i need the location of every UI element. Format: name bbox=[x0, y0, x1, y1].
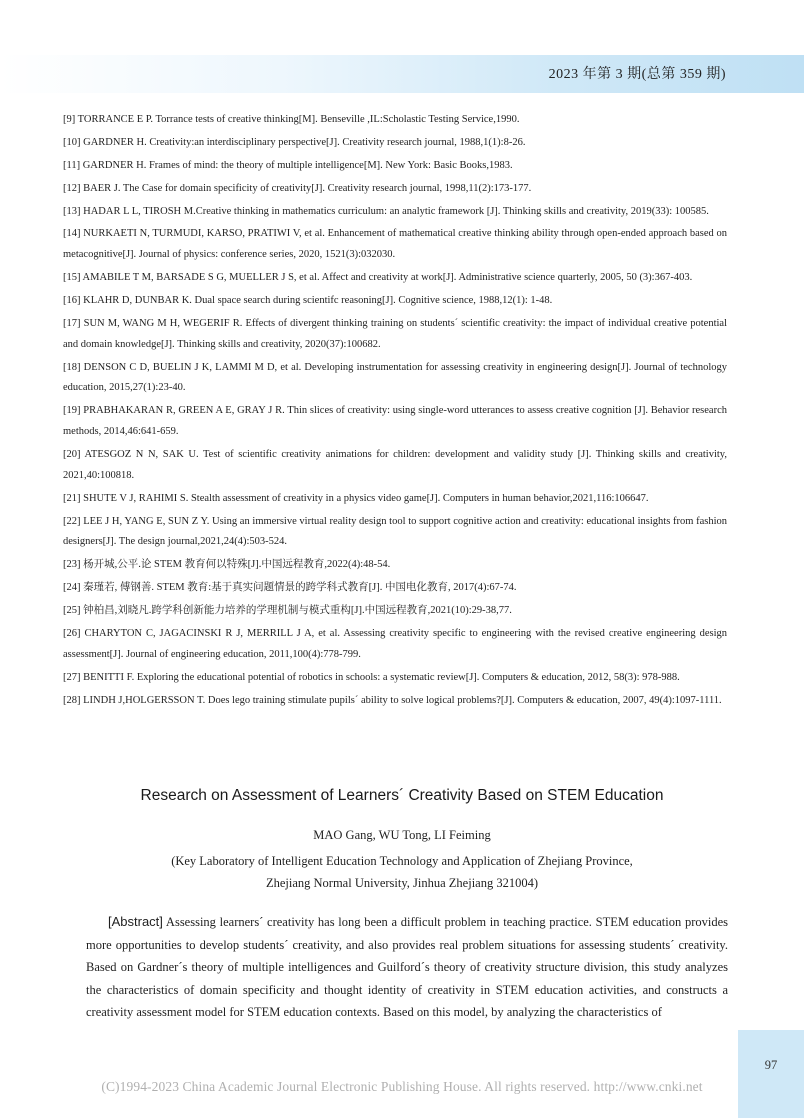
reference-22: [22] LEE J H, YANG E, SUN Z Y. Using an immersive virtual reality design tool to support cognitive action and creativity: educational insights from fashion designers[J]. The design journal,2021,24(4):503-524. bbox=[63, 515, 727, 548]
reference-23: [23] 杨开城,公平.论 STEM 教育何以特殊[J].中国远程教育,2022(4):48-54. bbox=[63, 559, 391, 571]
reference-20: [20] ATESGOZ N N, SAK U. Test of scientific creativity animations for children: development and validity study [J]. Thinking skills and creativity, 2021,40:100818. bbox=[63, 448, 727, 481]
reference-list bbox=[63, 110, 727, 713]
reference-14: [14] NURKAETI N, TURMUDI, KARSO, PRATIWI V, et al. Enhancement of mathematical creative thinking ability through open-ended approach based on metacognitive[J]. Journal of physics: conference series, 2020, 1521(3):032030. bbox=[63, 228, 727, 261]
page-number-band bbox=[738, 1030, 804, 1118]
reference-11: [11] GARDNER H. Frames of mind: the theory of multiple intelligence[M]. New York: Basic Books,1983. bbox=[63, 159, 513, 171]
reference-10: [10] GARDNER H. Creativity:an interdisciplinary perspective[J]. Creativity research journal, 1988,1(1):8-26. bbox=[63, 136, 526, 148]
reference-28: [28] LINDH J,HOLGERSSON T. Does lego training stimulate pupils´ ability to solve logical problems?[J]. Computers & education, 2007, 49(4):1097-1111. bbox=[63, 694, 722, 706]
reference-24: [24] 秦瑾若, 傅钢善. STEM 教育:基于真实问题情景的跨学科式教育[J]. 中国电化教育, 2017(4):67-74. bbox=[63, 582, 517, 594]
reference-19: [19] PRABHAKARAN R, GREEN A E, GRAY J R. Thin slices of creativity: using single-word utterances to assess creative cognition [J]. Behavior research methods, 2014,46:641-659. bbox=[63, 405, 727, 438]
abstract-label: [Abstract] bbox=[108, 914, 163, 929]
reference-21: [21] SHUTE V J, RAHIMI S. Stealth assessment of creativity in a physics video game[J]. Computers in human behavior,2021,116:106647. bbox=[63, 492, 649, 504]
english-title: Research on Assessment of Learners´ Creativity Based on STEM Education bbox=[140, 787, 664, 804]
reference-26: [26] CHARYTON C, JAGACINSKI R J, MERRILL J A, et al. Assessing creativity specific to engineering with the revised creative engineering design assessment[J]. Journal of engineering education, 2011,100(4):778-799. bbox=[63, 627, 727, 660]
english-affiliation bbox=[0, 850, 804, 894]
english-abstract bbox=[86, 911, 728, 1024]
abstract-text: Assessing learners´ creativity has long been a difficult problem in teaching practice. STEM education provides more opportunities to develop students´ creativity, and also provides real problem situations for assessing students´ creativity. Based on Gardner´s theory of multiple intelligences and Guilford´s theory of creativity structure division, this study analyzes the characteristics of domain specificity and thought identity of creativity in STEM education activities, and constructs a creativity assessment model for STEM education contexts. Based on this model, by analyzing the characteristics of bbox=[86, 915, 728, 1020]
english-authors: MAO Gang, WU Tong, LI Feiming bbox=[313, 828, 491, 842]
reference-9: [9] TORRANCE E P. Torrance tests of creative thinking[M]. Benseville ,IL:Scholastic Testing Service,1990. bbox=[63, 114, 520, 125]
reference-18: [18] DENSON C D, BUELIN J K, LAMMI M D, et al. Developing instrumentation for assessing creativity in engineering design[J]. Journal of technology education, 2015,27(1):23-40. bbox=[63, 361, 727, 394]
reference-16: [16] KLAHR D, DUNBAR K. Dual space search during scientifc reasoning[J]. Cognitive science, 1988,12(1): 1-48. bbox=[63, 295, 553, 307]
page-number: 97 bbox=[764, 1058, 778, 1072]
reference-17: [17] SUN M, WANG M H, WEGERIF R. Effects of divergent thinking training on students´ scientific creativity: the impact of individual creative potential and domain knowledge[J]. Thinking skills and creativity, 2020(37):100682. bbox=[63, 317, 727, 350]
reference-27: [27] BENITTI F. Exploring the educational potential of robotics in schools: a systematic review[J]. Computers & education, 2012, 58(3): 978-988. bbox=[63, 671, 680, 683]
affiliation-line-2: Zhejiang Normal University, Jinhua Zhejiang 321004) bbox=[265, 876, 539, 890]
copyright-footer: (C)1994-2023 China Academic Journal Electronic Publishing House. All rights reserved. http://www.cnki.net bbox=[101, 1079, 703, 1094]
journal-issue-header: 2023 年第 3 期(总第 359 期) bbox=[548, 67, 726, 82]
reference-15: [15] AMABILE T M, BARSADE S G, MUELLER J S, et al. Affect and creativity at work[J]. Administrative science quarterly, 2005, 50 (3):367-403. bbox=[63, 272, 693, 284]
affiliation-line-1: (Key Laboratory of Intelligent Education Technology and Application of Zhejiang Province, bbox=[171, 854, 633, 868]
reference-12: [12] BAER J. The Case for domain specificity of creativity[J]. Creativity research journal, 1998,11(2):173-177. bbox=[63, 182, 532, 194]
reference-13: [13] HADAR L L, TIROSH M.Creative thinking in mathematics curriculum: an analytic framework [J]. Thinking skills and creativity, 2019(33): 100585. bbox=[63, 205, 709, 217]
reference-25: [25] 钟柏昌,刘晓凡.跨学科创新能力培养的学理机制与模式重构[J].中国远程教育,2021(10):29-38,77. bbox=[63, 605, 512, 617]
